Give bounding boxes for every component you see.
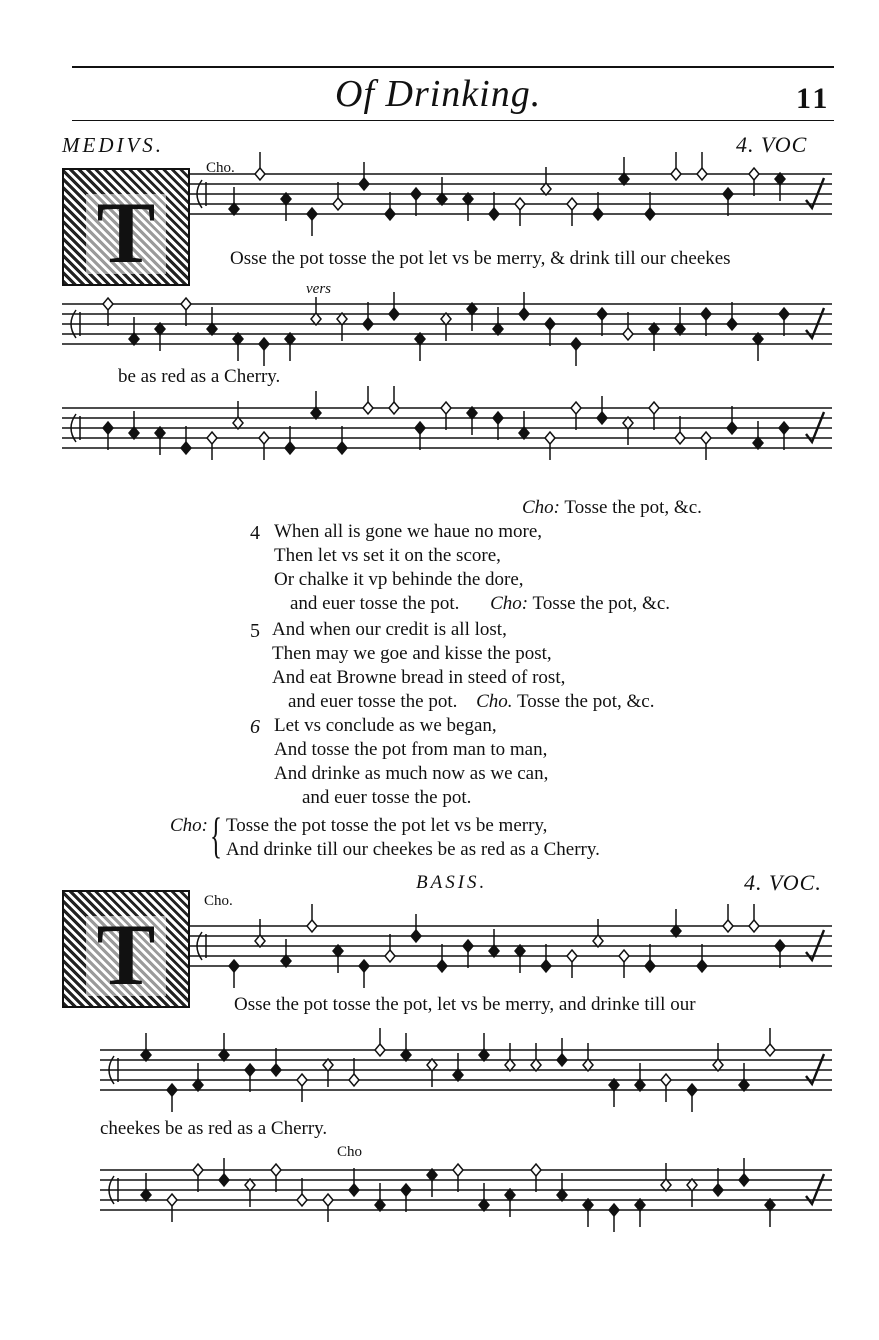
note-head bbox=[207, 432, 217, 444]
medius-staff-1 bbox=[188, 170, 832, 218]
note-head bbox=[697, 168, 707, 180]
note-head bbox=[505, 1059, 515, 1071]
note-head bbox=[359, 178, 369, 190]
stanza-6 bbox=[274, 714, 548, 810]
note-head bbox=[219, 1049, 229, 1061]
note-head bbox=[597, 308, 607, 320]
note-head bbox=[307, 208, 317, 220]
note-head bbox=[375, 1199, 385, 1211]
basis-lyric-2: cheekes be as red as a Cherry. bbox=[100, 1118, 328, 1139]
final-chorus-brace: { bbox=[210, 807, 222, 863]
note-head bbox=[505, 1189, 515, 1201]
note-head bbox=[411, 188, 421, 200]
note-head bbox=[739, 1079, 749, 1091]
note-head bbox=[245, 1064, 255, 1076]
note-head bbox=[479, 1199, 489, 1211]
note-head bbox=[619, 173, 629, 185]
stanza-5-line-1: And when our credit is all lost, bbox=[272, 619, 507, 640]
note-head bbox=[229, 203, 239, 215]
note-head bbox=[453, 1069, 463, 1081]
stanza-4-line-1: When all is gone we haue no more, bbox=[274, 521, 543, 542]
note-head bbox=[255, 168, 265, 180]
note-head bbox=[571, 338, 581, 350]
note-head bbox=[193, 1079, 203, 1091]
note-head bbox=[675, 432, 685, 444]
note-head bbox=[385, 950, 395, 962]
note-head bbox=[779, 422, 789, 434]
note-head bbox=[479, 1049, 489, 1061]
stanza-4-cho-label: Cho: bbox=[490, 593, 529, 614]
note-head bbox=[349, 1184, 359, 1196]
note-head bbox=[649, 402, 659, 414]
stanza-5-number: 5 bbox=[250, 620, 260, 642]
note-head bbox=[337, 442, 347, 454]
note-head bbox=[727, 318, 737, 330]
note-head bbox=[713, 1184, 723, 1196]
note-head bbox=[765, 1044, 775, 1056]
note-head bbox=[229, 960, 239, 972]
medius-initial-letter: T bbox=[86, 194, 166, 274]
basis-staff-3 bbox=[100, 1166, 832, 1214]
note-head bbox=[219, 1174, 229, 1186]
note-head bbox=[723, 188, 733, 200]
header-top-rule bbox=[72, 66, 834, 68]
note-head bbox=[181, 442, 191, 454]
note-head bbox=[463, 193, 473, 205]
note-head bbox=[727, 422, 737, 434]
note-head bbox=[297, 1194, 307, 1206]
note-head bbox=[493, 412, 503, 424]
note-head bbox=[765, 1199, 775, 1211]
stanza-6-number: 6 bbox=[250, 716, 260, 738]
note-head bbox=[519, 308, 529, 320]
note-head bbox=[281, 193, 291, 205]
note-head bbox=[687, 1179, 697, 1191]
note-head bbox=[359, 960, 369, 972]
note-head bbox=[635, 1079, 645, 1091]
note-head bbox=[259, 432, 269, 444]
basis-chorus-mark: Cho. bbox=[204, 893, 233, 909]
note-head bbox=[687, 1084, 697, 1096]
note-head bbox=[193, 1164, 203, 1176]
note-head bbox=[541, 183, 551, 195]
note-head bbox=[701, 308, 711, 320]
note-head bbox=[645, 208, 655, 220]
note-head bbox=[635, 1199, 645, 1211]
note-head bbox=[571, 402, 581, 414]
note-head bbox=[671, 168, 681, 180]
note-head bbox=[463, 940, 473, 952]
note-head bbox=[441, 402, 451, 414]
note-head bbox=[609, 1079, 619, 1091]
basis-decorated-initial bbox=[62, 890, 190, 1008]
final-chorus-label: Cho: bbox=[170, 815, 208, 836]
note-head bbox=[307, 920, 317, 932]
basis-voices-label: 4. VOC. bbox=[744, 870, 822, 895]
stanza-4 bbox=[274, 520, 670, 616]
refrain-line bbox=[522, 496, 702, 520]
note-head bbox=[567, 198, 577, 210]
stanza-6-line-1: Let vs conclude as we began, bbox=[274, 715, 497, 736]
note-head bbox=[453, 1164, 463, 1176]
medius-staff-2 bbox=[62, 300, 832, 348]
note-head bbox=[701, 432, 711, 444]
stanza-5 bbox=[272, 618, 654, 714]
stanza-4-cho-text: Tosse the pot, &c. bbox=[532, 593, 670, 614]
note-head bbox=[167, 1084, 177, 1096]
note-head bbox=[739, 1174, 749, 1186]
note-head bbox=[181, 298, 191, 310]
refrain-prefix: Cho: bbox=[522, 497, 560, 518]
header-bottom-rule bbox=[72, 120, 834, 121]
note-head bbox=[749, 168, 759, 180]
medius-lyric-1: Osse the pot tosse the pot let vs be merry, & drink till our cheekes bbox=[230, 248, 731, 269]
note-head bbox=[597, 412, 607, 424]
note-head bbox=[389, 402, 399, 414]
note-head bbox=[271, 1064, 281, 1076]
note-head bbox=[437, 193, 447, 205]
note-head bbox=[779, 308, 789, 320]
note-head bbox=[363, 402, 373, 414]
basis-final-chorus-mark: Cho bbox=[337, 1144, 363, 1160]
stanza-6-line-2: And tosse the pot from man to man, bbox=[274, 739, 548, 760]
note-head bbox=[437, 960, 447, 972]
note-head bbox=[427, 1059, 437, 1071]
stanza-6-line-4: and euer tosse the pot. bbox=[302, 787, 472, 808]
stanza-5-cho-text: Tosse the pot, &c. bbox=[516, 691, 655, 712]
note-head bbox=[103, 298, 113, 310]
refrain-text: Tosse the pot, &c. bbox=[564, 497, 702, 518]
final-chorus-line-1: Tosse the pot tosse the pot let vs be merry, bbox=[226, 815, 548, 836]
note-head bbox=[415, 422, 425, 434]
stanza-4-number: 4 bbox=[250, 522, 260, 544]
note-head bbox=[489, 208, 499, 220]
note-head bbox=[619, 950, 629, 962]
note-head bbox=[375, 1044, 385, 1056]
note-head bbox=[593, 208, 603, 220]
basis-part-label: BASIS. bbox=[416, 872, 488, 893]
stanza-5-line-2: Then may we goe and kisse the post, bbox=[272, 643, 552, 664]
basis-lyric-1: Osse the pot tosse the pot, let vs be merry, and drinke till our bbox=[234, 994, 696, 1015]
stanza-5-line-3: And eat Browne bread in steed of rost, bbox=[272, 667, 566, 688]
note-head bbox=[541, 960, 551, 972]
note-head bbox=[323, 1059, 333, 1071]
note-head bbox=[557, 1189, 567, 1201]
medius-decorated-initial bbox=[62, 168, 190, 286]
medius-verse-mark: vers bbox=[306, 281, 331, 297]
note-head bbox=[103, 422, 113, 434]
note-head bbox=[323, 1194, 333, 1206]
note-head bbox=[749, 920, 759, 932]
note-head bbox=[645, 960, 655, 972]
note-head bbox=[401, 1184, 411, 1196]
note-head bbox=[713, 1059, 723, 1071]
stanza-4-line-4: and euer tosse the pot. bbox=[290, 593, 460, 614]
note-head bbox=[427, 1169, 437, 1181]
note-head bbox=[583, 1059, 593, 1071]
note-head bbox=[775, 173, 785, 185]
note-head bbox=[723, 920, 733, 932]
note-head bbox=[567, 950, 577, 962]
stanza-5-cho-label: Cho. bbox=[476, 691, 513, 712]
stanza-4-line-2: Then let vs set it on the score, bbox=[274, 545, 501, 566]
note-head bbox=[333, 198, 343, 210]
note-head bbox=[515, 198, 525, 210]
note-head bbox=[531, 1059, 541, 1071]
note-head bbox=[385, 208, 395, 220]
note-head bbox=[545, 318, 555, 330]
medius-chorus-mark: Cho. bbox=[206, 160, 235, 176]
note-head bbox=[609, 1204, 619, 1216]
note-head bbox=[167, 1194, 177, 1206]
note-head bbox=[297, 1074, 307, 1086]
stanza-4-line-3: Or chalke it vp behinde the dore, bbox=[274, 569, 524, 590]
note-head bbox=[411, 930, 421, 942]
note-head bbox=[697, 960, 707, 972]
note-head bbox=[775, 940, 785, 952]
note-head bbox=[545, 432, 555, 444]
medius-lyric-2: be as red as a Cherry. bbox=[118, 366, 281, 387]
page-number: 11 bbox=[796, 82, 831, 115]
stanza-5-line-4: and euer tosse the pot. bbox=[288, 691, 458, 712]
note-head bbox=[271, 1164, 281, 1176]
medius-voices-label: 4. VOC bbox=[736, 132, 808, 157]
note-head bbox=[389, 308, 399, 320]
note-head bbox=[661, 1179, 671, 1191]
note-head bbox=[349, 1074, 359, 1086]
medius-part-label: MEDIVS. bbox=[62, 133, 165, 157]
stanza-6-line-3: And drinke as much now as we can, bbox=[274, 763, 549, 784]
note-head bbox=[557, 1054, 567, 1066]
note-head bbox=[531, 1164, 541, 1176]
page-title: Of Drinking. bbox=[335, 73, 542, 115]
final-chorus bbox=[226, 814, 600, 862]
note-head bbox=[363, 318, 373, 330]
note-head bbox=[259, 338, 269, 350]
note-head bbox=[285, 442, 295, 454]
note-head bbox=[623, 328, 633, 340]
final-chorus-line-2: And drinke till our cheekes be as red as a Cherry. bbox=[226, 839, 600, 860]
note-head bbox=[401, 1049, 411, 1061]
note-head bbox=[141, 1049, 151, 1061]
note-head bbox=[141, 1189, 151, 1201]
note-head bbox=[583, 1199, 593, 1211]
medius-staff-3 bbox=[62, 404, 832, 452]
basis-staff-2 bbox=[100, 1046, 832, 1094]
basis-initial-letter: T bbox=[86, 916, 166, 996]
basis-staff-1 bbox=[188, 922, 832, 970]
note-head bbox=[245, 1179, 255, 1191]
note-head bbox=[661, 1074, 671, 1086]
